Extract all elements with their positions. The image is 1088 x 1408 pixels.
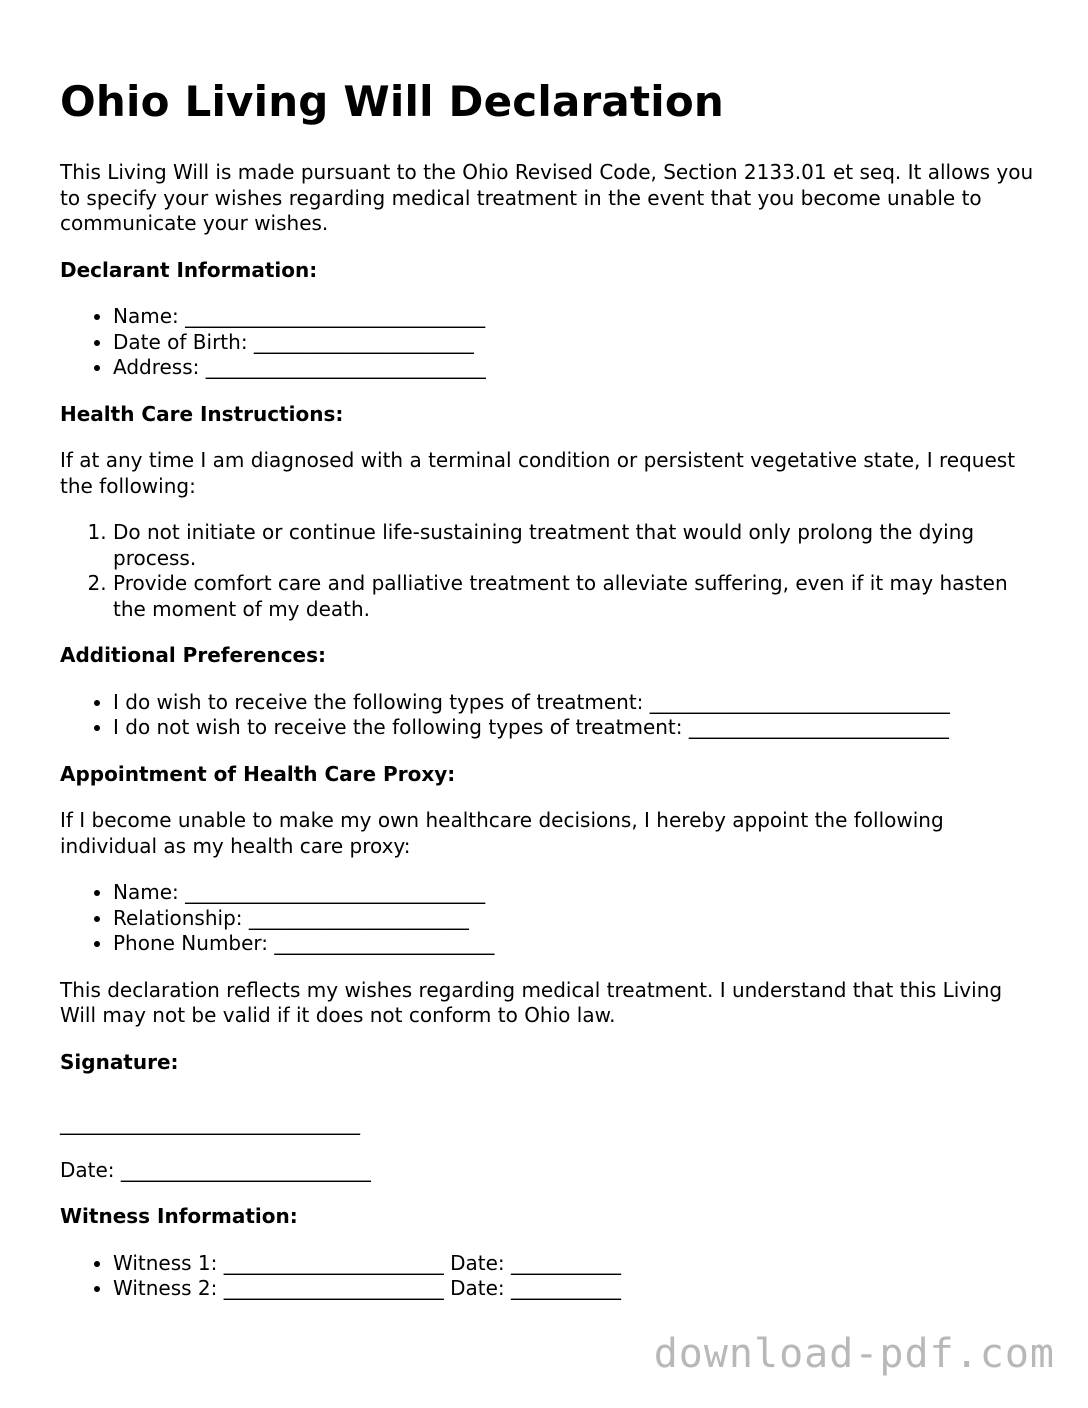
witness-heading: Witness Information: [60, 1204, 298, 1228]
instructions-heading: Health Care Instructions: [60, 401, 344, 426]
preference-not-wish-field: • I do not wish to receive the following types of treatment: __________________________ [113, 715, 1035, 741]
instructions-list [60, 520, 1035, 622]
intro-paragraph: This Living Will is made pursuant to the Ohio Revised Code, Section 2133.01 et seq. It allows you to specify your wishes regarding medical treatment in the event that you become unable to communicate your wishes. [60, 160, 1034, 235]
document-page [60, 70, 1035, 1323]
proxy-phone-field: • Phone Number: ______________________ [113, 931, 1035, 957]
instruction-item: 1. Do not initiate or continue life-sustaining treatment that would only prolong the dying process. [113, 520, 1035, 571]
preference-wish-field: • I do wish to receive the following types of treatment: ______________________________ [113, 690, 1035, 716]
declarant-list [60, 304, 1035, 381]
proxy-list [60, 880, 1035, 957]
instructions-paragraph: If at any time I am diagnosed with a terminal condition or persistent vegetative state, I request the following: [60, 448, 1016, 498]
signature-line: ______________________________ [60, 1111, 360, 1135]
proxy-paragraph: If I become unable to make my own healthcare decisions, I hereby appoint the following individual as my health care proxy: [60, 808, 944, 858]
proxy-name-field: • Name: ______________________________ [113, 880, 1035, 906]
page-title: Ohio Living Will Declaration [60, 77, 725, 126]
preferences-list [60, 690, 1035, 741]
declarant-heading: Declarant Information: [60, 257, 318, 282]
closing-paragraph: This declaration reflects my wishes regarding medical treatment. I understand that this Living Will may not be valid if it does not conform to Ohio law. [60, 977, 1003, 1027]
witness-2-field: • Witness 2: ______________________ Date: ___________ [113, 1276, 1035, 1302]
witness-1-field: • Witness 1: ______________________ Date: ___________ [113, 1251, 1035, 1277]
watermark: download-pdf.com [653, 1331, 1055, 1377]
preferences-heading: Additional Preferences: [60, 643, 327, 667]
declarant-name-field: • Name: ______________________________ [113, 304, 1035, 330]
declarant-address-field: • Address: ____________________________ [113, 355, 1035, 381]
proxy-heading: Appointment of Health Care Proxy: [60, 761, 456, 786]
signature-date-field: Date: _________________________ [60, 1157, 371, 1182]
proxy-relationship-field: • Relationship: ______________________ [113, 906, 1035, 932]
signature-heading: Signature: [60, 1049, 179, 1074]
witness-list [60, 1251, 1035, 1302]
instruction-item: 2. Provide comfort care and palliative treatment to alleviate suffering, even if it may hasten the moment of my death. [113, 571, 1035, 622]
declarant-dob-field: • Date of Birth: ______________________ [113, 330, 1035, 356]
